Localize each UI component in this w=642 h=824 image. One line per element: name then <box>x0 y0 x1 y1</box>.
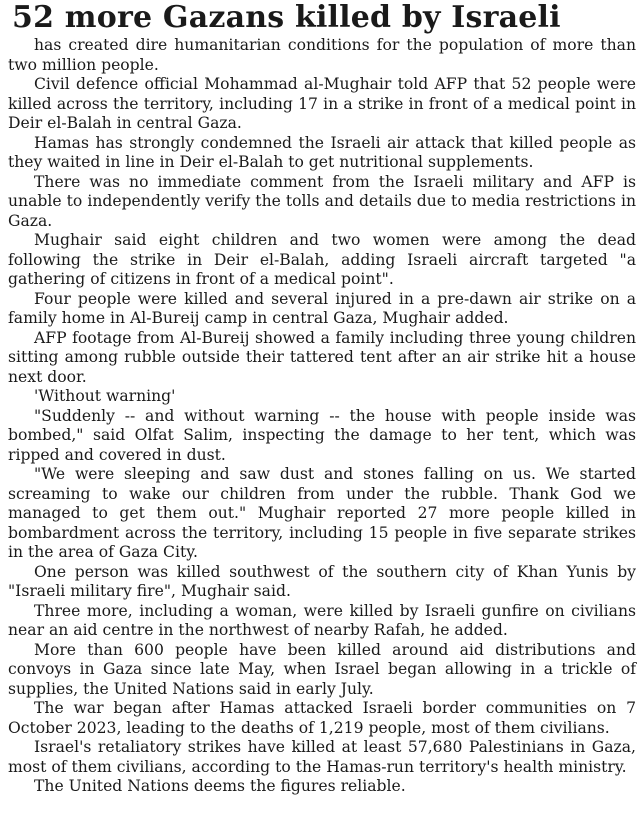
article-headline: 52 more Gazans killed by Israeli <box>12 0 561 35</box>
article-paragraph: There was no immediate comment from the Israeli military and AFP is unable to independently verify the tolls and details due to media restrictions in Gaza. <box>8 172 636 230</box>
article-paragraph: One person was killed southwest of the southern city of Khan Yunis by "Israeli military fire", Mughair said. <box>8 562 636 600</box>
article-subheading: 'Without warning' <box>34 387 176 405</box>
article-paragraph: Three more, including a woman, were killed by Israeli gunfire on civilians near an aid centre in the northwest of nearby Rafah, he added. <box>8 601 636 639</box>
article-paragraph: Mughair said eight children and two women were among the dead following the strike in Deir el-Balah, adding Israeli aircraft targeted "a gathering of citizens in front of a medical point". <box>8 231 636 288</box>
article-paragraph: Civil defence official Mohammad al-Mughair told AFP that 52 people were killed across the territory, including 17 in a strike in front of a medical point in Deir el-Balah in central Gaza. <box>8 75 636 132</box>
article-paragraph: Israel's retaliatory strikes have killed at least 57,680 Palestinians in Gaza, most of them civilians, according to the Hamas-run territory's health ministry. <box>8 738 636 776</box>
article-paragraph: AFP footage from Al-Bureij showed a family including three young children sitting among rubble outside their tattered tent after an air strike hit a house next door. <box>8 328 636 386</box>
article-paragraph: More than 600 people have been killed around aid distributions and convoys in Gaza since late May, when Israel began allowing in a trickle of supplies, the United Nations said in early July. <box>8 640 636 698</box>
article-paragraph: Four people were killed and several injured in a pre-dawn air strike on a family home in Al-Bureij camp in central Gaza, Mughair added. <box>8 289 636 327</box>
article-body <box>8 36 638 797</box>
article-paragraph: The war began after Hamas attacked Israeli border communities on 7 October 2023, leading to the deaths of 1,219 people, most of them civilians. <box>8 699 636 737</box>
article-paragraph: The United Nations deems the figures reliable. <box>34 777 406 795</box>
article-paragraph: has created dire humanitarian conditions for the population of more than two million people. <box>8 36 636 74</box>
article-paragraph: Hamas has strongly condemned the Israeli air attack that killed people as they waited in line in Deir el-Balah to get nutritional supplements. <box>8 133 636 171</box>
article-paragraph: "Suddenly -- and without warning -- the house with people inside was bombed," said Olfat Salim, inspecting the damage to her tent, which was ripped and covered in dust. <box>8 406 636 464</box>
article-paragraph: "We were sleeping and saw dust and stones falling on us. We started screaming to wake our children from under the rubble. Thank God we managed to get them out." Mughair reported 27 more people killed in bombardment across the territory, including 15 people in five separate strikes in the area of Gaza City. <box>8 465 636 561</box>
